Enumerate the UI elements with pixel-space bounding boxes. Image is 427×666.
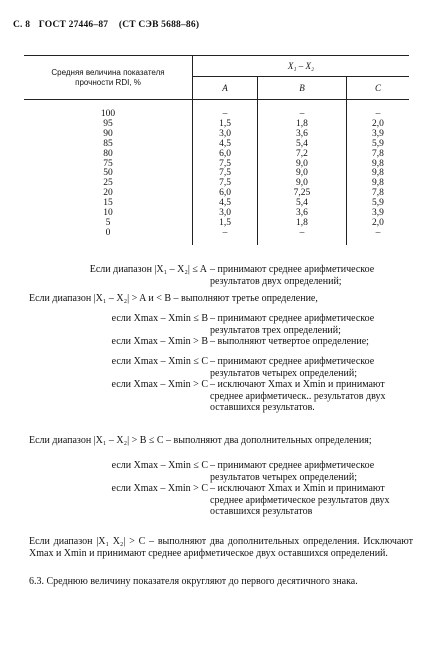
tolerance-cell: 3,0 [219, 128, 231, 139]
tolerance-cell: 6,0 [219, 188, 231, 199]
tolerance-cell: 3,6 [258, 130, 347, 140]
tolerance-cell: 2,0 [346, 120, 409, 130]
table-row [24, 140, 409, 150]
tolerance-table [24, 55, 409, 245]
paragraph-6-3: 6.3. Среднюю величину показателя округляют до первого десятичного знака. [29, 576, 358, 587]
rdi-value-cell: 75 [24, 160, 193, 170]
tolerance-cell: 1,5 [219, 217, 231, 228]
tolerance-cell: – [346, 110, 409, 120]
standard-number: ГОСТ 27446–87 [38, 20, 109, 30]
rdi-value-cell: 0 [24, 229, 193, 239]
tolerance-cell: – [258, 229, 347, 239]
tolerance-cell: 7,8 [346, 189, 409, 199]
rule7-text: Если диапазон |X₁ – X₂| > B ≤ C – выполняют два дополнительных определения; [29, 435, 372, 446]
tolerance-cell: 5,9 [346, 199, 409, 209]
tolerance-cell: 7,8 [346, 150, 409, 160]
table-body [24, 100, 409, 245]
rule5-condition: если Xmax – Xmin ≤ C [111, 356, 208, 367]
tolerance-cell: 2,0 [346, 219, 409, 229]
table-row [24, 179, 409, 189]
tolerance-cell: – [222, 109, 228, 119]
table-row [24, 110, 409, 120]
col-header-line1: Средняя величина показателя [51, 67, 165, 77]
tolerance-cell: 3,9 [346, 130, 409, 140]
tolerance-cell: 4,5 [219, 198, 231, 209]
table-row [24, 219, 409, 229]
tolerance-cell: 6,0 [219, 148, 231, 159]
tolerance-cell: 1,8 [258, 219, 347, 229]
tolerance-cell: – [258, 110, 347, 120]
tolerance-cell: 9,8 [346, 160, 409, 170]
rule4-result: – выполняют четвертое определение; [210, 336, 369, 347]
table-row [24, 169, 409, 179]
rdi-value-cell: 10 [24, 209, 193, 219]
table-row [24, 209, 409, 219]
rule6-result: – исключают Xmax и Xmin и принимают среднее арифметическ.. результатов двух оставшихся результатов. [210, 379, 386, 413]
table-row [24, 160, 409, 170]
tolerance-cell: 7,5 [219, 168, 231, 179]
tolerance-cell: 1,5 [219, 118, 231, 129]
tolerance-cell: 9,0 [258, 160, 347, 170]
rdi-value-cell: 20 [24, 189, 193, 199]
table-row [24, 120, 409, 130]
table-row [24, 199, 409, 209]
tolerance-cell: 9,8 [346, 169, 409, 179]
page-header [13, 20, 373, 30]
tolerance-cell: 7,5 [219, 178, 231, 189]
rdi-value-cell: 25 [24, 179, 193, 189]
rule3-result: – принимают среднее арифметическое результатов трех определений; [210, 313, 375, 336]
tolerance-cell: 7,2 [258, 150, 347, 160]
pad-cell [193, 239, 258, 245]
pad-cell [346, 239, 409, 245]
tolerance-cell: – [346, 229, 409, 239]
tolerance-cell: 5,4 [258, 140, 347, 150]
page-number: С. 8 [13, 20, 31, 30]
rdi-value-cell: 15 [24, 199, 193, 209]
rule2-text: Если диапазон |X₁ – X₂| > A и < B – выполняют третье определение, [29, 293, 318, 304]
tolerance-cell: 5,4 [258, 199, 347, 209]
rule9-condition: если Xmax – Xmin > C [111, 483, 208, 494]
rdi-value-cell: 95 [24, 120, 193, 130]
table-bottom-pad [24, 239, 409, 245]
tolerance-cell: 9,8 [346, 179, 409, 189]
tolerance-cell: 5,9 [346, 140, 409, 150]
rule10-text: Если диапазон |X₁ X₂| > C – выполняют два дополнительных определения. Исключают Xmax и Xmin и принимают среднее арифметическое двух оставшихся определений. [29, 536, 413, 559]
col-header-line2: прочности RDI, % [75, 77, 141, 87]
col-header-rdi [24, 56, 193, 100]
col-header-c: C [346, 77, 409, 100]
rule8-result: – принимают среднее арифметическое результатов четырех определений; [210, 460, 375, 483]
col-header-a: A [193, 77, 258, 100]
table-row [24, 150, 409, 160]
pad-cell [24, 239, 193, 245]
col-group-header: X₁ – X₂ [193, 56, 410, 77]
rule8-condition: если Xmax – Xmin ≤ C [111, 460, 208, 471]
tolerance-cell: 9,0 [258, 179, 347, 189]
rule5-result: – принимают среднее арифметическое результатов четырех определений; [210, 356, 375, 379]
tolerance-cell: – [222, 227, 228, 238]
tolerance-cell: 7,5 [219, 158, 231, 169]
rule4-condition: если Xmax – Xmin > B [111, 336, 208, 347]
table-row [24, 189, 409, 199]
tolerance-cell: 3,0 [219, 208, 231, 219]
tolerance-cell: 9,0 [258, 169, 347, 179]
table-row [24, 130, 409, 140]
col-header-b: B [258, 77, 347, 100]
rule1-condition: Если диапазон |X₁ – X₂| ≤ A [89, 264, 207, 275]
tolerance-cell: 4,5 [219, 138, 231, 149]
rdi-value-cell: 50 [24, 169, 193, 179]
rdi-value-cell: 80 [24, 150, 193, 160]
tolerance-cell: 3,9 [346, 209, 409, 219]
pad-cell [258, 239, 347, 245]
cmea-standard: (СТ СЭВ 5688–86) [118, 20, 200, 30]
rdi-value-cell: 100 [24, 110, 193, 120]
rule9-result: – исключают Xmax и Xmin и принимают среднее арифметическое результатов двух оставшихся результатов [210, 483, 390, 517]
rule3-condition: если Xmax – Xmin ≤ B [111, 313, 208, 324]
rdi-value-cell: 5 [24, 219, 193, 229]
tolerance-cell: 3,6 [258, 209, 347, 219]
rdi-value-cell: 85 [24, 140, 193, 150]
table-row [24, 229, 409, 239]
rdi-value-cell: 90 [24, 130, 193, 140]
tolerance-cell: 1,8 [258, 120, 347, 130]
rule1-result: – принимают среднее арифметическое результатов двух определений; [210, 264, 375, 287]
tolerance-cell: 7,25 [258, 189, 347, 199]
rule6-condition: если Xmax – Xmin > C [111, 379, 208, 390]
